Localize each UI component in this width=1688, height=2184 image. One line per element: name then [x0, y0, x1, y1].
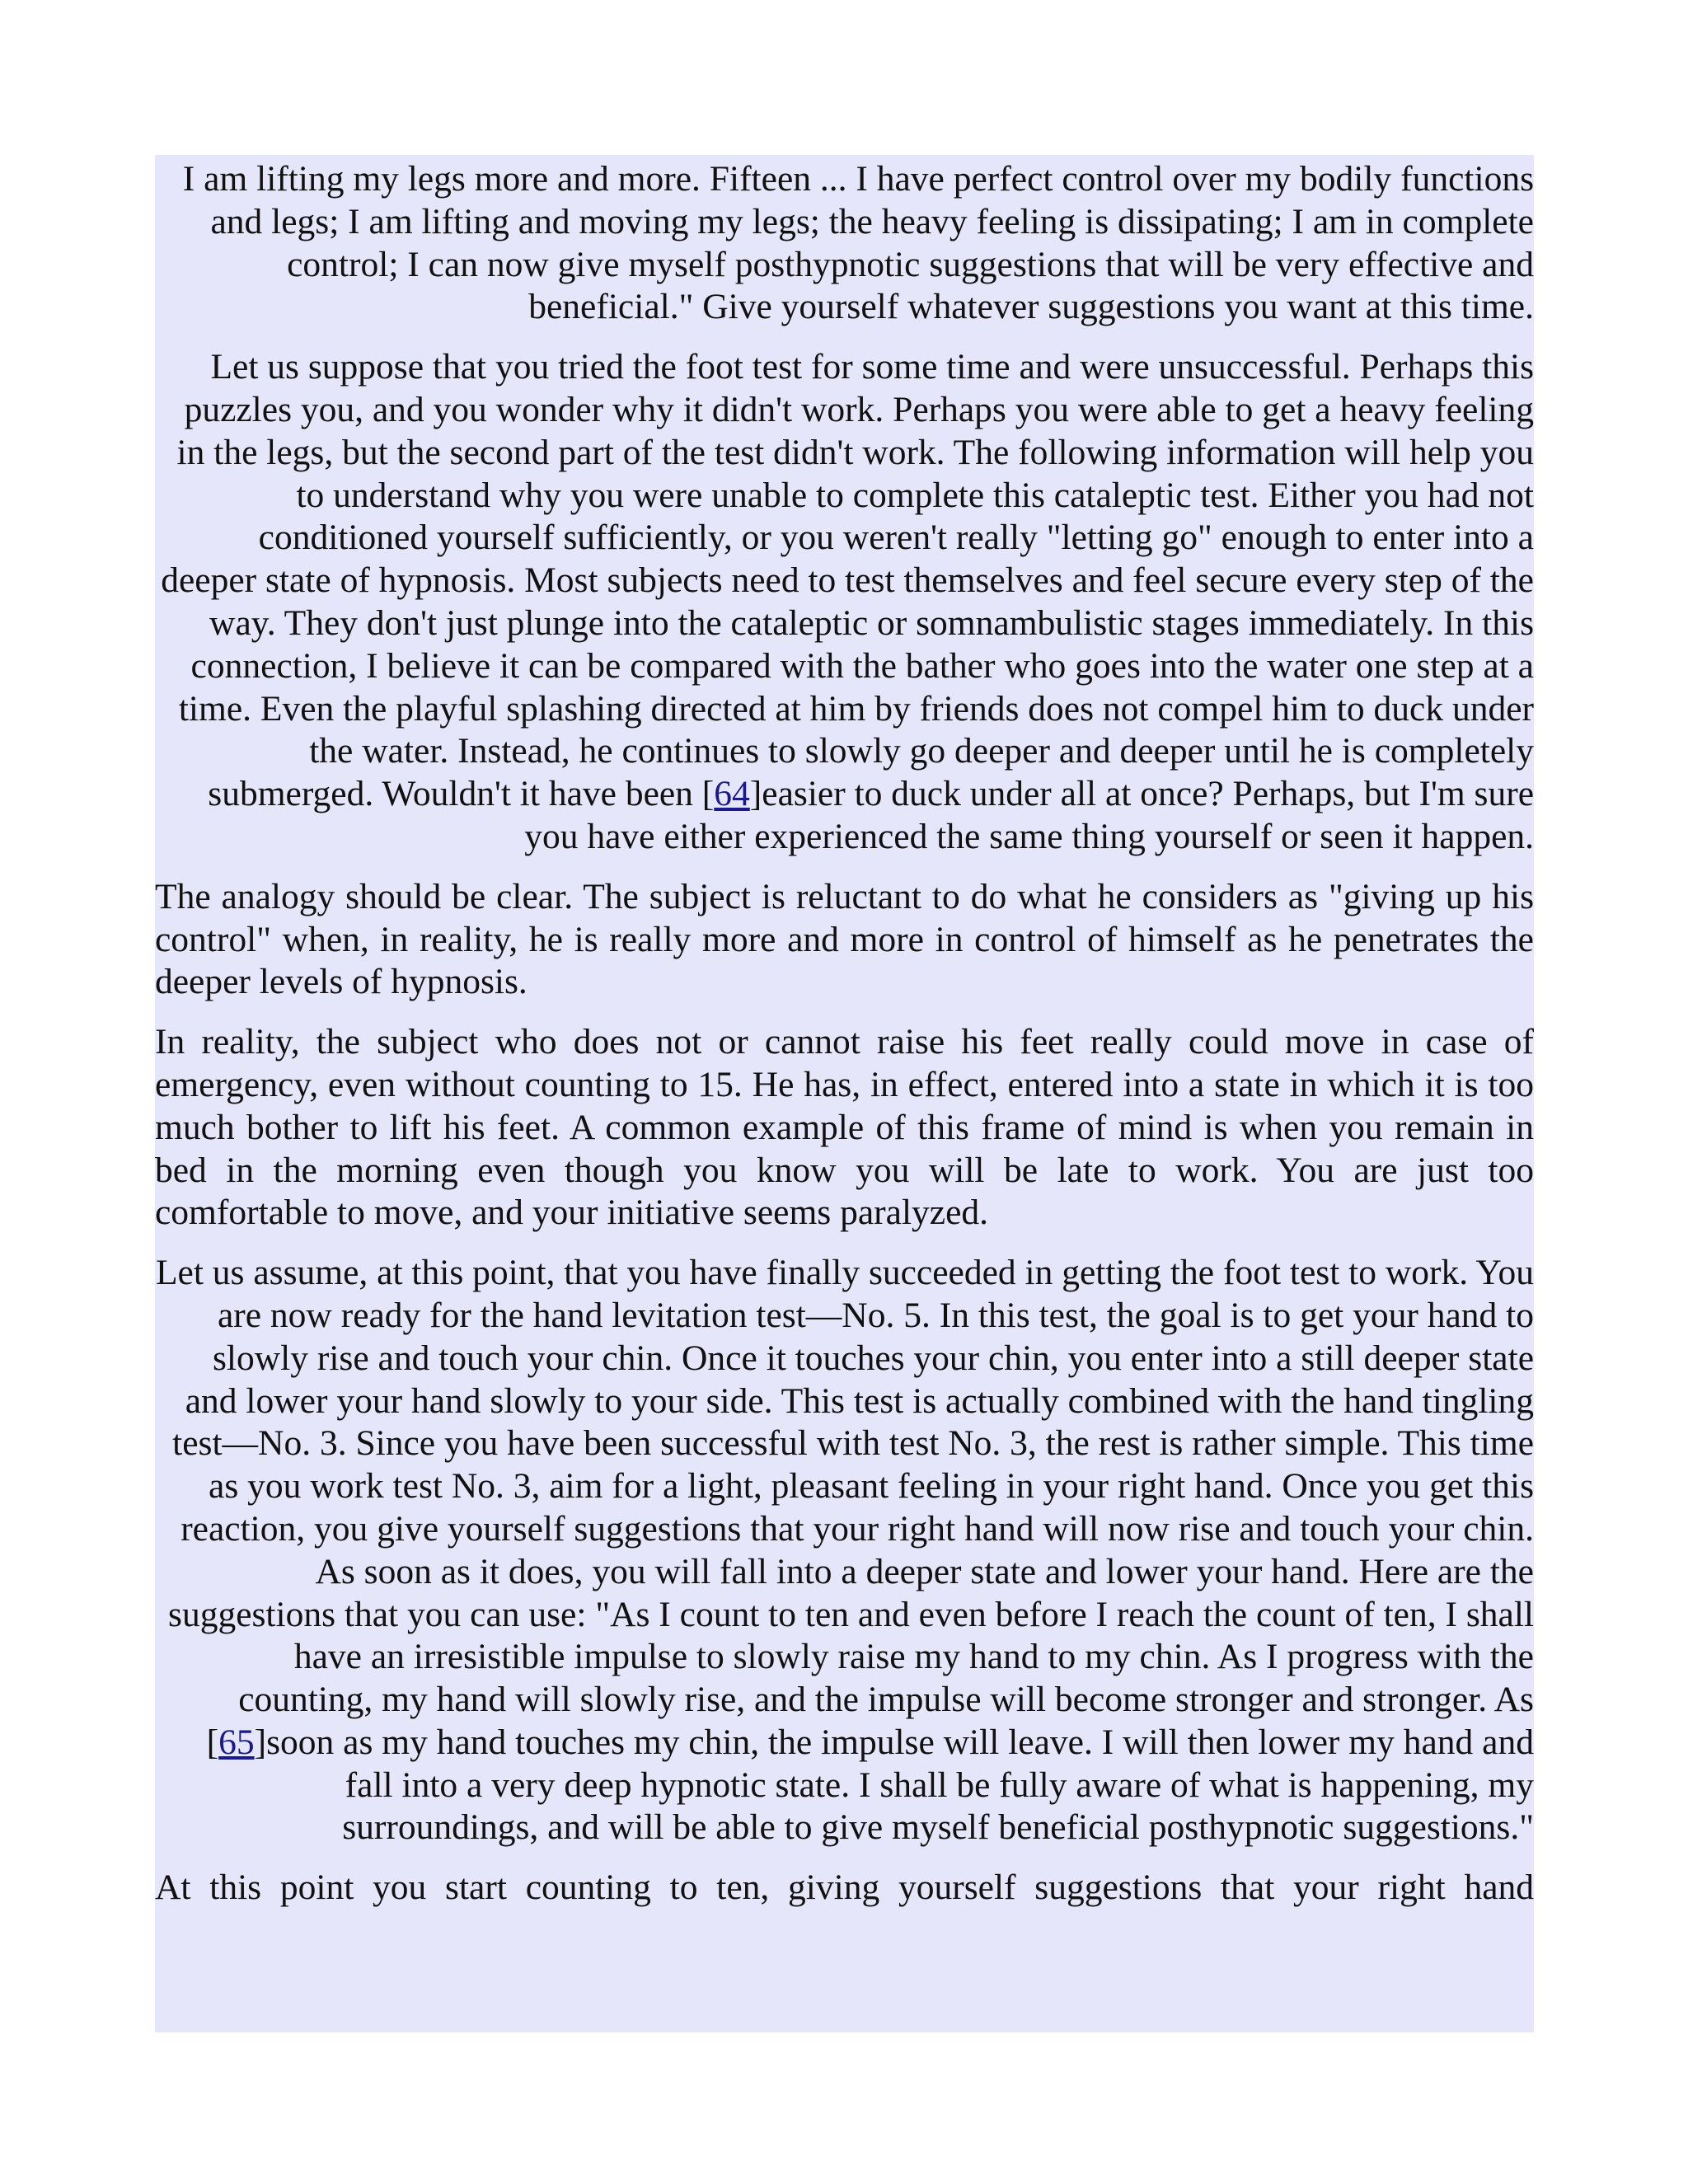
page-ref-link-64[interactable]: 64 — [714, 774, 750, 814]
page-text-block — [155, 155, 1534, 2032]
paragraph-2-text-b: ]easier to duck under all at once? Perhaps, but I'm sure you have either experienced the same thing yourself or seen it happen. — [524, 774, 1534, 856]
paragraph-5-text-b: ]soon as my hand touches my chin, the impulse will leave. I will then lower my hand and fall into a very deep hypnotic state. I shall be fully aware of what is happening, my surroundings, and will be able to give myself beneficial posthypnotic suggestions." — [254, 1722, 1534, 1848]
paragraph-2-text-a: Let us suppose that you tried the foot test for some time and were unsuccessful. Perhaps this puzzles you, and you wonder why it didn't work. Perhaps you were able to get a heavy feeling in the legs, but the second part of the test didn't work. The following information will help you to understand why you were unable to complete this cataleptic test. Either you had not conditioned yourself sufficiently, or you weren't really "letting go" enough to enter into a deeper state of hypnosis. Most subjects need to test themselves and feel secure every step of the way. They don't just plunge into the cataleptic or somnambulistic stages immediately. In this connection, I believe it can be compared with the bather who goes into the water one step at a time. Even the playful splashing directed at him by friends does not compel him to duck under the water. Instead, he continues to slowly go deeper and deeper until he is completely submerged. Wouldn't it have been [ — [161, 347, 1534, 814]
paragraph-5-text-a: Let us assume, at this point, that you have finally succeeded in getting the foot test to work. You are now ready for the hand levitation test—No. 5. In this test, the goal is to get your hand to slowly rise and touch your chin. Once it touches your chin, you enter into a still deeper state and lower your hand slowly to your side. This test is actually combined with the hand tingling test—No. 3. Since you have been successful with test No. 3, the rest is rather simple. This time as you work test No. 3, aim for a light, pleasant feeling in your right hand. Once you get this reaction, you give yourself suggestions that your right hand will now rise and touch your chin. As soon as it does, you will fall into a deeper state and lower your hand. Here are the suggestions that you can use: "As I count to ten and even before I reach the count of ten, I shall have an irresistible impulse to slowly raise my hand to my chin. As I progress with the counting, my hand will slowly rise, and the impulse will become stronger and stronger. As [ — [155, 1253, 1534, 1762]
page-ref-link-65[interactable]: 65 — [218, 1722, 255, 1762]
paragraph-6: At this point you start counting to ten, giving yourself suggestions that your right hand — [155, 1868, 1534, 1908]
paragraph-1: I am lifting my legs more and more. Fifteen ... I have perfect control over my bodily functions and legs; I am lifting and moving my legs; the heavy feeling is dissipating; I am in complete control; I can now give myself posthypnotic suggestions that will be very effective and beneficial." Give yourself whatever suggestions you want at this time. — [182, 159, 1534, 327]
paragraph-4: In reality, the subject who does not or cannot raise his feet really could move in case of emergency, even without counting to 15. He has, in effect, entered into a state in which it is too much bother to lift his feet. A common example of this frame of mind is when you remain in bed in the morning even though you know you will be late to work. You are just too comfortable to move, and your initiative seems paralyzed. — [155, 1022, 1534, 1233]
paragraph-5 — [155, 1252, 1534, 1849]
paragraph-2 — [155, 346, 1534, 859]
paragraph-3: The analogy should be clear. The subject is reluctant to do what he considers as "giving up his control" when, in reality, he is really more and more in control of himself as he penetrates the deeper levels of hypnosis. — [155, 876, 1534, 1002]
